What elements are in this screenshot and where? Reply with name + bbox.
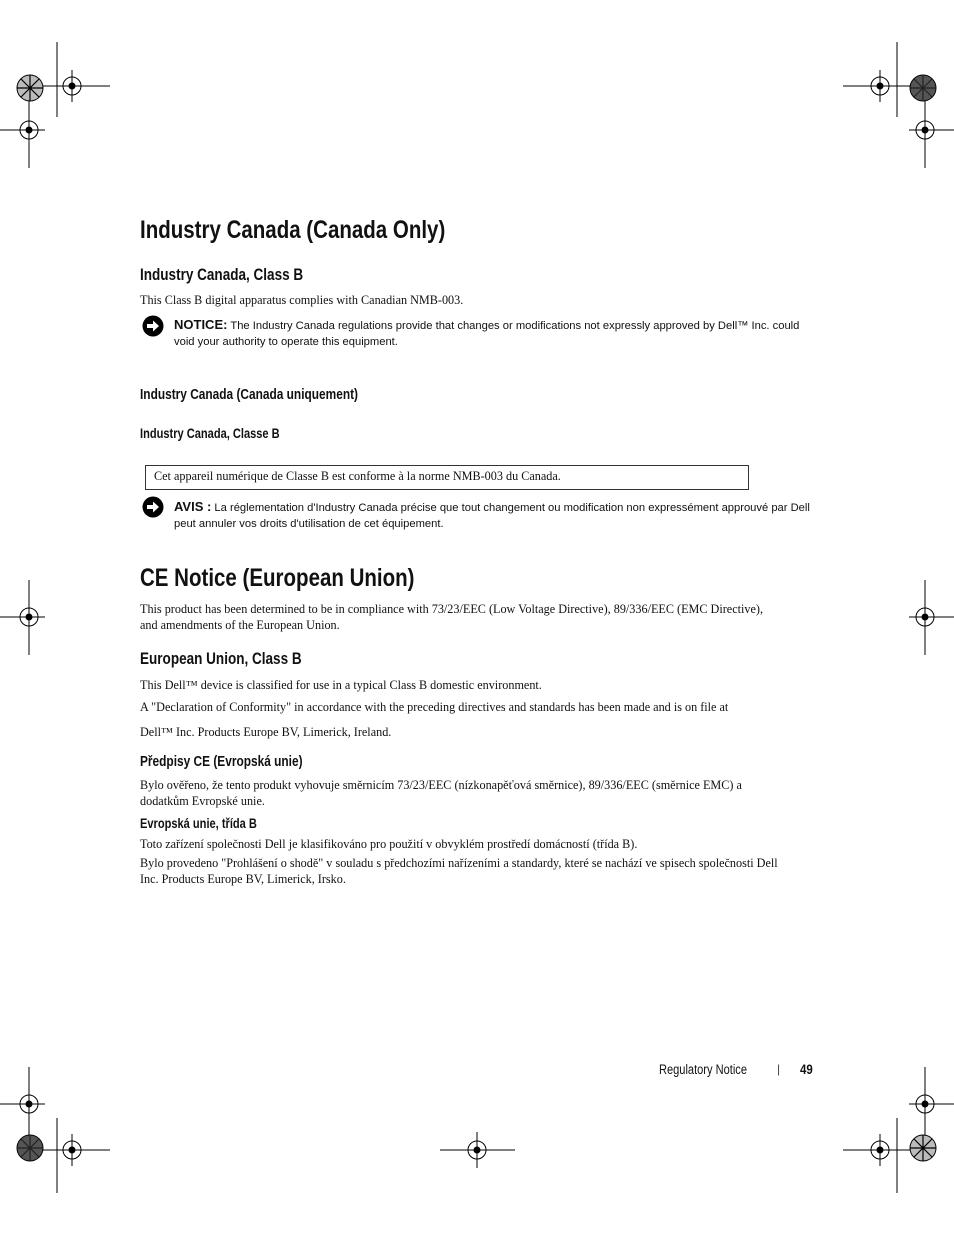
section-heading-industry-canada: Industry Canada (Canada Only) (140, 216, 446, 244)
sub-heading-eu-class-b: European Union, Class B (140, 650, 302, 668)
sub-heading-predpisy-ce: Předpisy CE (Evropská unie) (140, 754, 303, 770)
cz-paragraph-2-line1: Bylo provedeno "Prohlášení o shodě" v souladu s předchozími nařízeními a standardy, které se nachází ve spisech společnosti Dell (140, 856, 778, 870)
footer-section-name: Regulatory Notice (659, 1062, 747, 1077)
paragraph-class-b: This Class B digital apparatus complies with Canadian NMB-003. (140, 293, 464, 307)
cz-paragraph-2 (140, 856, 778, 887)
registration-crosshair-icon (909, 95, 954, 168)
sub-heading-class-b: Industry Canada, Class B (140, 266, 304, 284)
avis-block (174, 499, 810, 532)
registration-crosshair-icon (0, 580, 45, 655)
sub-heading-canada-uniquement: Industry Canada (Canada uniquement) (140, 387, 359, 403)
color-target-icon (910, 75, 936, 101)
cz-paragraph-line1: Bylo ověřeno, že tento produkt vyhovuje směrnicím 73/23/EEC (nízkonapěťová směrnice), 89/336/EEC (směrnice EMC) a (140, 778, 742, 792)
registration-crosshair-icon (35, 70, 110, 102)
notice-label: NOTICE: (174, 317, 228, 332)
avis-text-cont: peut annuler vos droits d'utilisation de cet équipement. (174, 518, 444, 530)
ce-paragraph (140, 602, 763, 633)
eu-paragraph-2: A "Declaration of Conformity" in accordance with the preceding directives and standards has been made and is on file at (140, 700, 729, 714)
ce-paragraph-line2: and amendments of the European Union. (140, 617, 340, 632)
section-heading-ce-notice: CE Notice (European Union) (140, 564, 415, 592)
sub-heading-trida-b: Evropská unie, třída B (140, 816, 257, 831)
page-number: 49 (800, 1061, 813, 1077)
cz-paragraph (140, 778, 742, 809)
color-target-icon (17, 75, 43, 101)
registration-crosshair-icon (843, 70, 918, 102)
eu-paragraph-3: Dell™ Inc. Products Europe BV, Limerick, Ireland. (140, 725, 392, 739)
registration-crosshair-icon (440, 1132, 515, 1168)
eu-paragraph-1: This Dell™ device is classified for use in a typical Class B domestic environment. (140, 678, 542, 692)
registration-crosshair-icon (909, 580, 954, 655)
boxed-paragraph-fr: Cet appareil numérique de Classe B est conforme à la norme NMB-003 du Canada. (145, 465, 749, 490)
cz-paragraph-2-line2: Inc. Products Europe BV, Limerick, Irsko. (140, 871, 346, 886)
notice-text: The Industry Canada regulations provide that changes or modifications not expressly approved by Dell™ Inc. could (227, 320, 800, 332)
notice-block (174, 317, 799, 350)
ce-paragraph-line1: This product has been determined to be in compliance with 73/23/EEC (Low Voltage Directive), 89/336/EEC (EMC Directive), (140, 602, 763, 616)
avis-text: La réglementation d'Industry Canada précise que tout changement ou modification non expressément approuvé par Dell (211, 502, 810, 514)
registration-crosshair-icon (909, 1067, 954, 1140)
sub-heading-classe-b: Industry Canada, Classe B (140, 426, 280, 441)
footer-separator: | (777, 1062, 781, 1076)
cz-paragraph-line2: dodatkům Evropské unie. (140, 793, 265, 808)
notice-arrow-icon (142, 496, 164, 518)
registration-crosshair-icon (0, 95, 45, 168)
color-target-icon (910, 1135, 936, 1161)
registration-crosshair-icon (843, 1134, 918, 1166)
avis-label: AVIS : (174, 499, 212, 514)
color-target-icon (17, 1135, 43, 1161)
cz-paragraph-1: Toto zařízení společnosti Dell je klasifikováno pro použití v obvyklém prostředí domácností (třída B). (140, 837, 638, 851)
registration-crosshair-icon (35, 1134, 110, 1166)
notice-arrow-icon (142, 315, 164, 337)
notice-text-cont: void your authority to operate this equipment. (174, 336, 398, 348)
registration-crosshair-icon (0, 1067, 45, 1140)
